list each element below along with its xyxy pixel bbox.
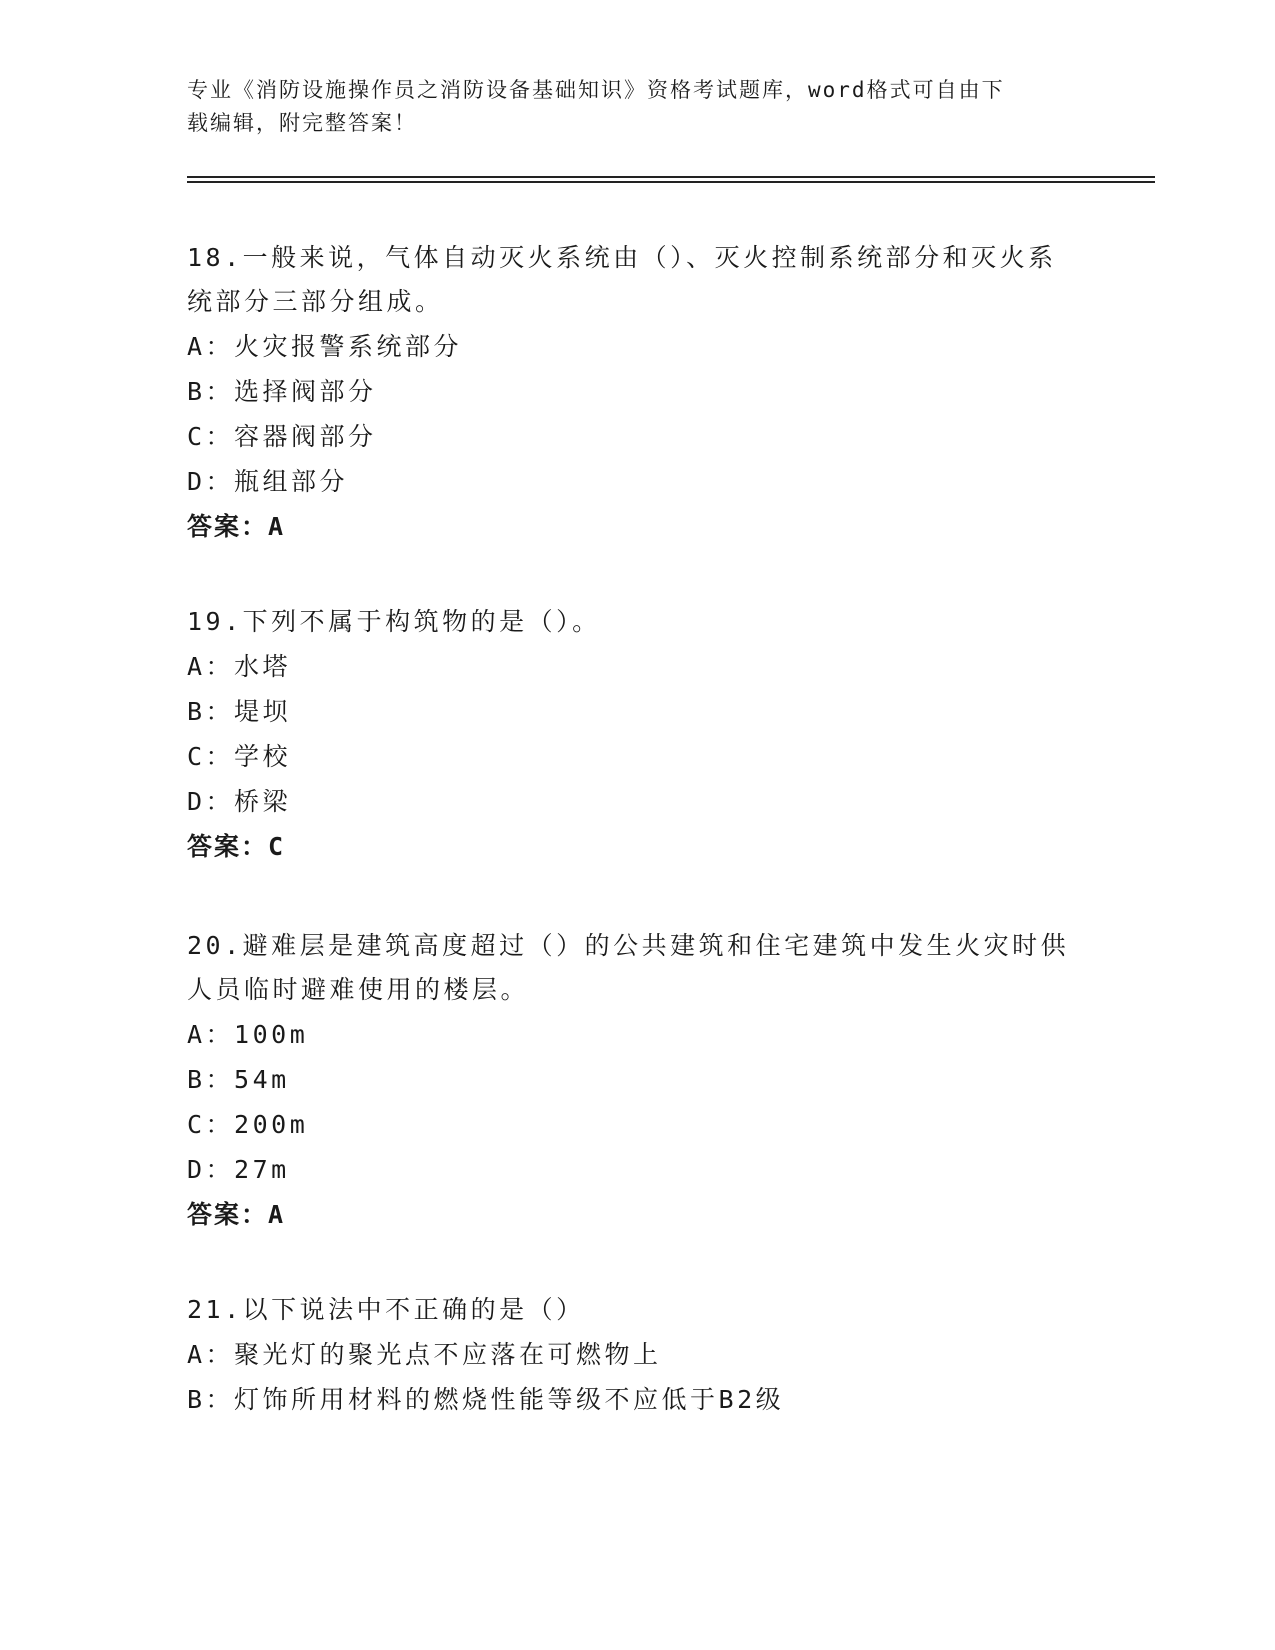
question-21: [187, 1288, 1087, 1422]
option-c: C：200m: [187, 1110, 309, 1139]
option-b: B：54m: [187, 1065, 290, 1094]
question-stem-line: 20.避难层是建筑高度超过（）的公共建筑和住宅建筑中发生火灾时供: [187, 931, 1070, 960]
answer-line: 答案：C: [187, 832, 286, 861]
answer-line: 答案：A: [187, 512, 286, 541]
option-c: C：容器阀部分: [187, 422, 377, 451]
option-d: D：桥梁: [187, 787, 292, 816]
option-a: A：火灾报警系统部分: [187, 332, 463, 361]
question-stem-line: 18.一般来说，气体自动灭火系统由（）、灭火控制系统部分和灭火系: [187, 243, 1057, 272]
header-line-2: 载编辑，附完整答案！: [187, 111, 417, 135]
question-stem-line: 人员临时避难使用的楼层。: [187, 975, 530, 1004]
question-18: [187, 236, 1087, 550]
header-line-1: 专业《消防设施操作员之消防设备基础知识》资格考试题库，word格式可自由下: [187, 78, 1005, 102]
option-b: B：灯饰所用材料的燃烧性能等级不应低于B2级: [187, 1385, 785, 1414]
option-d: D：瓶组部分: [187, 467, 349, 496]
question-stem-line: 19.下列不属于构筑物的是（）。: [187, 607, 601, 636]
option-c: C：学校: [187, 742, 292, 771]
question-20: [187, 924, 1087, 1238]
question-stem-line: 统部分三部分组成。: [187, 287, 444, 316]
option-a: A：100m: [187, 1020, 309, 1049]
document-header: [187, 74, 1067, 140]
option-b: B：堤坝: [187, 697, 292, 726]
header-divider-top: [187, 176, 1155, 178]
option-a: A：聚光灯的聚光点不应落在可燃物上: [187, 1340, 662, 1369]
header-divider-bottom: [187, 181, 1155, 183]
question-stem-line: 21.以下说法中不正确的是（）: [187, 1295, 585, 1324]
answer-line: 答案：A: [187, 1200, 286, 1229]
question-19: [187, 600, 1087, 870]
option-b: B：选择阀部分: [187, 377, 377, 406]
option-a: A：水塔: [187, 652, 292, 681]
option-d: D：27m: [187, 1155, 290, 1184]
